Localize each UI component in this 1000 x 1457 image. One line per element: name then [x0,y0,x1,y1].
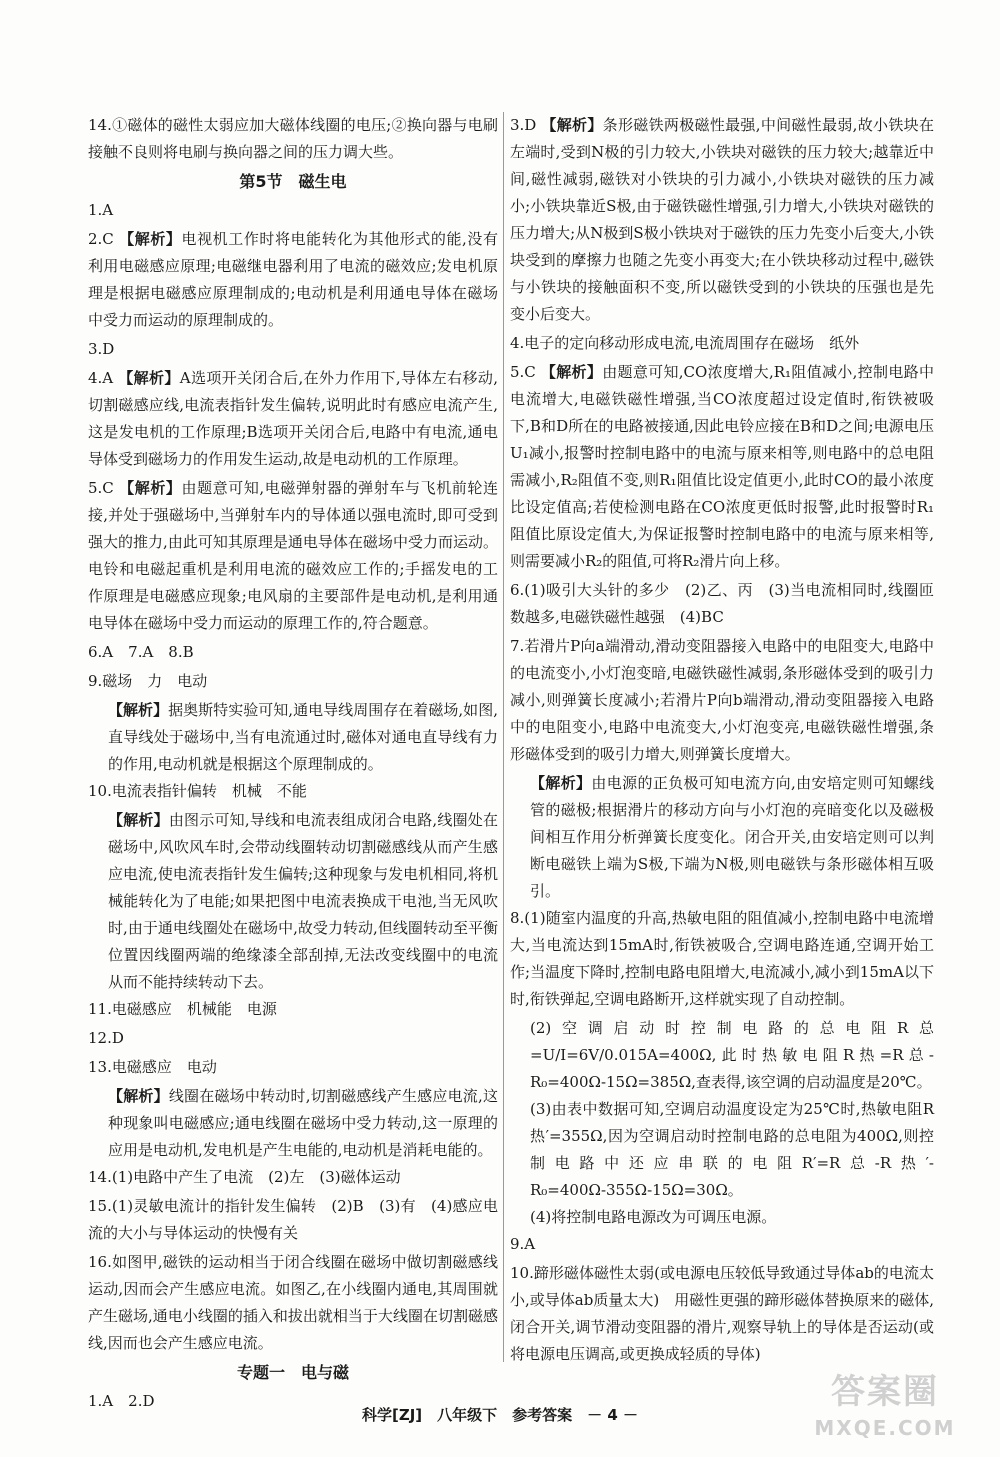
watermark-logo-text: 答案圈 [831,1372,939,1412]
section-heading: 专题一 电与磁 [236,1363,349,1382]
analysis-paragraph: (4)将控制电路电源改为可调压电源。 [530,1208,777,1226]
site-watermark [780,1370,990,1450]
analysis-paragraph: (2)空调启动时控制电路的总电阻R总=U/I=6V/0.015A=400Ω,此时热敏电阻R热=R总-R₀=400Ω-15Ω=385Ω,查表得,该空调的启动温度是20℃。 [530,1019,934,1091]
answer-item: 1.A [88,201,114,219]
analysis-paragraph: 【解析】由图示可知,导线和电流表组成闭合电路,线圈处在磁场中,风吹风车时,会带动线圈转动切割磁感线从而产生感应电流,使电流表指针发生偏转;这种现象与发电机相同,将机械能转化为了电能;如果把图中电流表换成干电池,当无风吹时,由于通电线圈处在磁场中,故受力转动,但线圈转动至平衡位置因线圈两端的绝缘漆全部刮掉,无法改变线圈中的电流从而不能持续转动下去。 [108,811,498,991]
answer-item: 9.磁场 力 电动 [88,672,208,690]
answer-item: 5.C 【解析】由题意可知,电磁弹射器的弹射车与飞机前轮连接,并处于强磁场中,当弹射车内的导体通以强电流时,即可受到强大的推力,由此可知其原理是通电导体在磁场中受力而运动。电铃和电磁起重机是利用电流的磁效应工作的;手摇发电的工作原理是电磁感应现象;电风扇的主要部件是电动机,是利用通电导体在磁场中受力而运动的原理工作的,符合题意。 [88,479,498,632]
analysis-paragraph: 【解析】据奥斯特实验可知,通电导线周围存在着磁场,如图,直导线处于磁场中,当有电流通过时,磁体对通电直导线有力的作用,电动机就是根据这个原理制成的。 [108,701,498,773]
analysis-label: 【解析】 [118,369,180,387]
answer-item: 2.C 【解析】电视机工作时将电能转化为其他形式的能,没有利用电磁感应原理;电磁继电器利用了电流的磁效应;发电机原理是根据电磁感应原理制成的;电动机是利用通电导体在磁场中受力而运动的原理制成的。 [88,230,498,329]
answer-item: 1.A 2.D [88,1392,155,1410]
analysis-label: 【解析】 [108,811,169,829]
answer-item: 8.(1)随室内温度的升高,热敏电阻的阻值减小,控制电路中电流增大,当电流达到15mA时,衔铁被吸合,空调电路连通,空调开始工作;当温度下降时,控制电路电阻增大,电流减小,减小到15mA以下时,衔铁弹起,空调电路断开,这样就实现了自动控制。 [510,909,934,1008]
analysis-paragraph: 【解析】由电源的正负极可知电流方向,由安培定则可知螺线管的磁极;根据滑片的移动方向与小灯泡的亮暗变化以及磁极间相互作用分析弹簧长度变化。闭合开关,由安培定则可以判断电磁铁上端为S极,下端为N极,则电磁铁与条形磁体相互吸引。 [530,774,934,900]
answer-item: 7.若滑片P向a端滑动,滑动变阻器接入电路中的电阻变大,电路中的电流变小,小灯泡变暗,电磁铁磁性减弱,条形磁体受到的吸引力减小,则弹簧长度减小;若滑片P向b端滑动,滑动变阻器接入电路中的电阻变小,电路中电流变大,小灯泡变亮,电磁铁磁性增强,条形磁体受到的吸引力增大,则弹簧长度增大。 [510,637,934,763]
answer-item: 12.D [88,1029,124,1047]
answer-item: 11.电磁感应 机械能 电源 [88,1000,277,1018]
analysis-label: 【解析】 [119,230,182,248]
answer-item: 9.A [510,1235,536,1253]
left-column [88,112,498,1417]
analysis-label: 【解析】 [540,363,603,381]
answer-item: 10.电流表指针偏转 机械 不能 [88,782,307,800]
answer-item: 10.蹄形磁体磁性太弱(或电源电压较低导致通过导体ab的电流太小,或导体ab质量太大) 用磁性更强的蹄形磁体替换原来的磁体,闭合开关,调节滑动变阻器的滑片,观察导轨上的导体是否运动(或将电源电压调高,或更换成轻质的导体) [510,1264,934,1363]
answer-item: 13.电磁感应 电动 [88,1058,217,1076]
answer-item: 16.如图甲,磁铁的运动相当于闭合线圈在磁场中做切割磁感线运动,因而会产生感应电流。如图乙,在小线圈内通电,其周围就产生磁场,通电小线圈的插入和拔出就相当于大线圈在切割磁感线,因而也会产生感应电流。 [88,1253,498,1352]
analysis-paragraph: (3)由表中数据可知,空调启动温度设定为25℃时,热敏电阻R热′=355Ω,因为空调启动时控制电路的总电阻为400Ω,则控制电路中还应串联的电阻R′=R总-R热′-R₀=400Ω-355Ω-15Ω=30Ω。 [530,1100,934,1199]
analysis-label: 【解析】 [108,701,169,719]
answer-item: 5.C 【解析】由题意可知,CO浓度增大,R₁阻值减小,控制电路中电流增大,电磁铁磁性增强,当CO浓度超过设定值时,衔铁被吸下,B和D所在的电路被接通,因此电铃应接在B和D之间;电源电压U₁减小,报警时控制电路中的电流与原来相等,则电路中的总电阻需减小,R₂阻值不变,则R₁阻值比设定值更小,此时CO的最小浓度比设定值高;若使检测电路在CO浓度更低时报警,此时报警时R₁阻值比原设定值大,为保证报警时控制电路中的电流与原来相等,则需要减小R₂的阻值,可将R₂滑片向上移。 [510,363,935,570]
analysis-label: 【解析】 [530,774,592,792]
right-column [510,112,934,1370]
answer-item: 4.A 【解析】A选项开关闭合后,在外力作用下,导体左右移动,切割磁感应线,电流表指针发生偏转,说明此时有感应电流产生,这是发电机的工作原理;B选项开关闭合后,电路中有电流,通电导体受到磁场力的作用发生运动,故是电动机的工作原理。 [88,369,498,468]
column-divider [503,112,504,1362]
analysis-label: 【解析】 [541,116,603,134]
answer-item: 6.(1)吸引大头针的多少 (2)乙、丙 (3)当电流相同时,线圈匝数越多,电磁铁磁性越强 (4)BC [510,581,934,626]
answer-item: 14.①磁体的磁性太弱应加大磁体线圈的电压;②换向器与电刷接触不良则将电刷与换向器之间的压力调大些。 [88,116,498,161]
analysis-label: 【解析】 [119,479,182,497]
analysis-paragraph: 【解析】线圈在磁场中转动时,切割磁感线产生感应电流,这种现象叫电磁感应;通电线圈在磁场中受力转动,这一原理的应用是电动机,发电机是产生电能的,电动机是消耗电能的。 [108,1087,498,1159]
page-footer: 科学[ZJ] 八年级下 参考答案 － 4 － [361,1406,639,1424]
answer-item: 14.(1)电路中产生了电流 (2)左 (3)磁体运动 [88,1168,401,1186]
watermark-url: MXQE.COM [814,1416,956,1440]
answer-item: 3.D [88,340,115,358]
section-heading: 第5节 磁生电 [239,172,347,191]
answer-item: 3.D 【解析】条形磁铁两极磁性最强,中间磁性最弱,故小铁块在左端时,受到N极的引力较大,小铁块对磁铁的压力较大;越靠近中间,磁性减弱,磁铁对小铁块的引力减小,小铁块对磁铁的压力减小;小铁块靠近S极,由于磁铁磁性增强,引力增大,小铁块对磁铁的压力增大;从N极到S极小铁块对于磁铁的压力先变小后变大,小铁块受到的摩擦力也随之先变小再变大;在小铁块移动过程中,磁铁与小铁块的接触面积不变,所以磁铁受到的小铁块的压强也是先变小后变大。 [510,116,934,323]
answer-item: 15.(1)灵敏电流计的指针发生偏转 (2)B (3)有 (4)感应电流的大小与导体运动的快慢有关 [88,1197,498,1242]
answer-item: 6.A 7.A 8.B [88,643,194,661]
answer-item: 4.电子的定向移动形成电流,电流周围存在磁场 纸外 [510,334,860,352]
analysis-label: 【解析】 [108,1087,169,1105]
